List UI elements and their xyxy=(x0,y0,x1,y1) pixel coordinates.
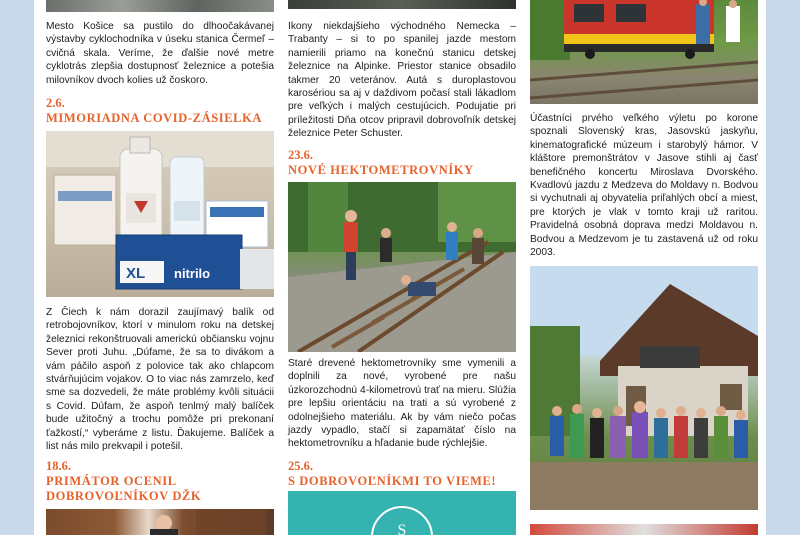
date-25-6: 25.6. xyxy=(288,459,313,473)
heading-volunteers: S DOBROVOĽNÍKMI TO VIEME! xyxy=(288,474,497,488)
date-23-6: 23.6. xyxy=(288,148,313,162)
newsletter-page xyxy=(34,0,766,535)
photo-trabant-top xyxy=(288,0,516,9)
box-size-label: XL xyxy=(126,265,146,282)
heading-covid-package: MIMORIADNA COVID-ZÁSIELKA xyxy=(46,111,263,125)
intro-text: Mesto Košice sa pustilo do dlhoočakávanej výstavby cyklochodníka v úseku stanica Čermeľ – cvičná skala. Veríme, že ďalšie nové metre cyklotrás zlepšia dostupnosť železnice a potešia milovníkov dvoch kolies už čoskoro. xyxy=(46,21,274,86)
covid-package-text: Z Čiech k nám dorazil zaujímavý balík od retrobojovníkov, ktorí v minulom roku na detskej železnici rekonštruovali americkú občiansku vojnu Sever proti Juhu. „Dúfame, že sa to divákom a vám páčilo aspoň z polovice tak ako chlapcom stvárňujúcim vojakov. O to viac nás zamrzelo, keď sme sa dozvedeli, že máte problémy kvôli situácii s Covid. Dúfam, že aspoň tenlmý malý balíček bude užitočný a trochu pomôže pri prekonaní ťažkostí,“ vyberáme z listu. Ďakujeme. Balíček a list nás milo prekvapil i potešil. xyxy=(46,307,274,453)
trip-text: Účastníci prvého veľkého výletu po korone spoznali Slovenský kras, Jasovskú jaskyňu, kinematografické múzeum i starobylý hámor. V kláštore premonštrátov v Jasove stihli aj časť benefičného koncertu Miroslava Dvorského. Kvadlovú jazdu z Medzeva do Moldavy n. Bodvou si vychutnali aj obyvatelia priľahlých obcí a miest, pre ktorých je vlak v tomto kraji už raritou. Pravidelná osobná doprava medzi Moldavou n. Bodvou a Medzevom je tu zastavená už od roku 2003. xyxy=(530,113,758,259)
photo-covid-package xyxy=(46,131,274,297)
date-18-6: 18.6. xyxy=(46,459,71,473)
heading-new-hectometer-posts: NOVÉ HEKTOMETROVNÍKY xyxy=(288,163,474,177)
date-2-6: 2.6. xyxy=(46,96,65,110)
box-brand-label: nitrilo xyxy=(174,266,211,281)
hectometer-text: Staré drevené hektometrovníky sme vymenili a doplnili za nové, vyrobené pre našu úzkorozchodnú 4-kilometrovú trať na mieru. Slúžia pre lepšiu orientáciu na trati a sú vyrobené z odolnejšieho materiálu. Ak by vám niečo počas jazdy vypadlo, stačí si zapamätať číslo na hektometrovníku a hľadanie bude rýchlejšie. xyxy=(288,358,516,450)
photo-bottom-strip xyxy=(530,524,758,535)
photo-mayor-ceremony xyxy=(46,509,274,535)
logo-letter: S xyxy=(397,522,407,535)
trabant-text: Ikony niekdajšieho východného Nemecka – Trabanty – si to po spanilej jazde mestom namierili priamo na konečnú stanicu detskej železnice na Alpinke. Priestor stanice obsadilo takmer 20 veteránov. Autá s duroplastovou karosériou sa aj v daždivom počasí stali lákadlom pre veľkých i malých cestujúcich. Podujatie pri príležitosti Dňa otcov pripravil dobrovoľník detskej železnice Peter Schuster. xyxy=(288,21,516,140)
photo-gravel-top xyxy=(46,0,274,12)
heading-mayor-award: PRIMÁTOR OCENIL DOBROVOĽNÍKOV DŽK xyxy=(46,474,202,503)
photo-train xyxy=(530,0,758,104)
volunteers-logo-banner xyxy=(288,491,516,535)
photo-group-station xyxy=(530,266,758,510)
photo-track-workers xyxy=(288,182,516,352)
